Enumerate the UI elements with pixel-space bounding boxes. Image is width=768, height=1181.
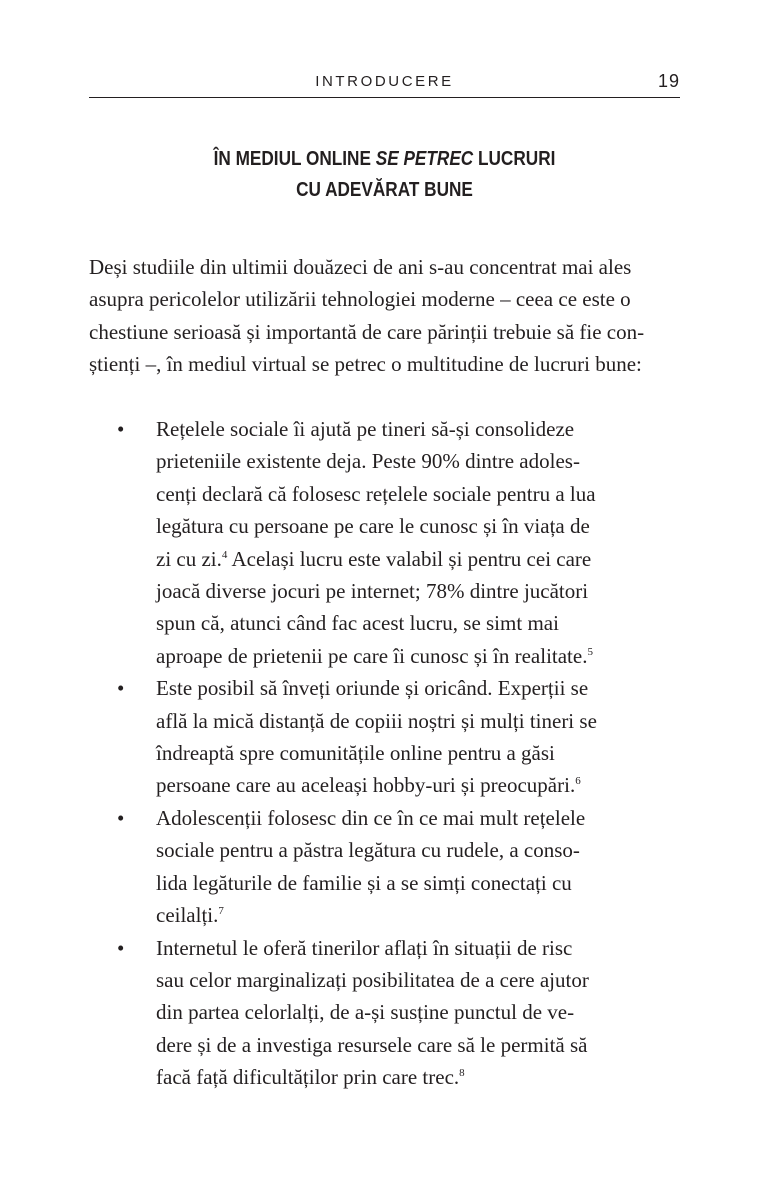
text-line: joacă diverse jocuri pe internet; 78% dintre jucători [156, 579, 589, 604]
heading-line-1-start: ÎN MEDIUL ONLINE [213, 148, 376, 170]
footnote-ref: 6 [575, 775, 581, 788]
list-item-text [156, 413, 650, 672]
text-line: Este posibil să înveți oriunde și oricând. Experții se [156, 676, 589, 701]
heading-line-1 [130, 144, 638, 175]
running-header [89, 71, 680, 98]
intro-line: Deși studiile din ultimii douăzeci de ani s-au concentrat mai ales [89, 255, 632, 279]
list-item-text [156, 932, 650, 1094]
heading-line-2: CU ADEVĂRAT BUNE [296, 179, 473, 201]
bullet-icon: • [117, 805, 125, 830]
text-line: îndreaptă spre comunitățile online pentru a găsi [156, 741, 555, 766]
footnote-ref: 5 [587, 645, 593, 658]
intro-paragraph [89, 251, 680, 381]
list-item-text [156, 672, 650, 802]
text-segment: ceilalți. [156, 903, 219, 928]
text-line: sociale pentru a păstra legătura cu rudele, a conso- [156, 838, 580, 863]
list-item [89, 932, 680, 1094]
heading-emphasis: SE PETREC [375, 148, 474, 170]
bullet-icon: • [117, 676, 125, 701]
footnote-ref: 8 [459, 1067, 465, 1080]
benefits-list [89, 413, 680, 1094]
heading-line-1-end: LUCRURI [473, 148, 556, 170]
text-line: lida legăturile de familie și a se simți conectați cu [156, 870, 572, 895]
text-line: spun că, atunci când fac acest lucru, se simt mai [156, 611, 559, 636]
text-segment: facă față dificultăților prin care trec. [156, 1065, 460, 1090]
text-segment: persoane care au aceleași hobby-uri și preocupări. [156, 773, 576, 798]
list-item [89, 802, 680, 932]
text-line [156, 543, 650, 575]
text-line: află la mică distanță de copiii noștri și mulți tineri se [156, 708, 597, 733]
text-line: legătura cu persoane pe care le cunosc și în viața de [156, 514, 590, 539]
text-segment: aproape de prietenii pe care îi cunosc și în realitate. [156, 643, 588, 668]
text-line: prieteniile existente deja. Peste 90% dintre adoles- [156, 449, 580, 474]
text-line [156, 1061, 650, 1093]
bullet-icon: • [117, 935, 125, 960]
list-item [89, 672, 680, 802]
list-item-text [156, 802, 650, 932]
text-line [156, 769, 650, 801]
text-line: din partea celorlalți, de a-și susține punctul de ve- [156, 1000, 575, 1025]
bullet-icon: • [117, 417, 125, 441]
section-heading [130, 144, 638, 206]
text-line: cenți declară că folosesc rețelele sociale pentru a lua [156, 481, 596, 506]
list-item [89, 413, 680, 672]
text-line: sau celor marginalizați posibilitatea de a cere ajutor [156, 967, 589, 992]
text-line [156, 899, 650, 931]
text-segment: zi cu zi. [156, 546, 222, 571]
text-line: dere și de a investiga resursele care să le permită să [156, 1032, 588, 1057]
intro-line: asupra pericolelor utilizării tehnologiei moderne – ceea ce este o [89, 287, 631, 312]
running-title: INTRODUCERE [315, 73, 454, 90]
text-line [156, 640, 650, 672]
text-line: Adolescenții folosesc din ce în ce mai mult rețelele [156, 805, 586, 830]
text-segment: Același lucru este valabil și pentru cei care [227, 546, 592, 571]
intro-line: chestiune serioasă și importantă de care părinții trebuie să fie con- [89, 319, 645, 344]
text-line: Rețelele sociale îi ajută pe tineri să-și consolideze [156, 417, 575, 441]
footnote-ref: 7 [218, 905, 224, 918]
page-number: 19 [657, 71, 680, 91]
footnote-ref: 4 [221, 548, 228, 561]
text-line: Internetul le oferă tinerilor aflați în situații de risc [156, 935, 573, 960]
intro-line: știenți –, în mediul virtual se petrec o multitudine de lucruri bune: [89, 352, 642, 377]
